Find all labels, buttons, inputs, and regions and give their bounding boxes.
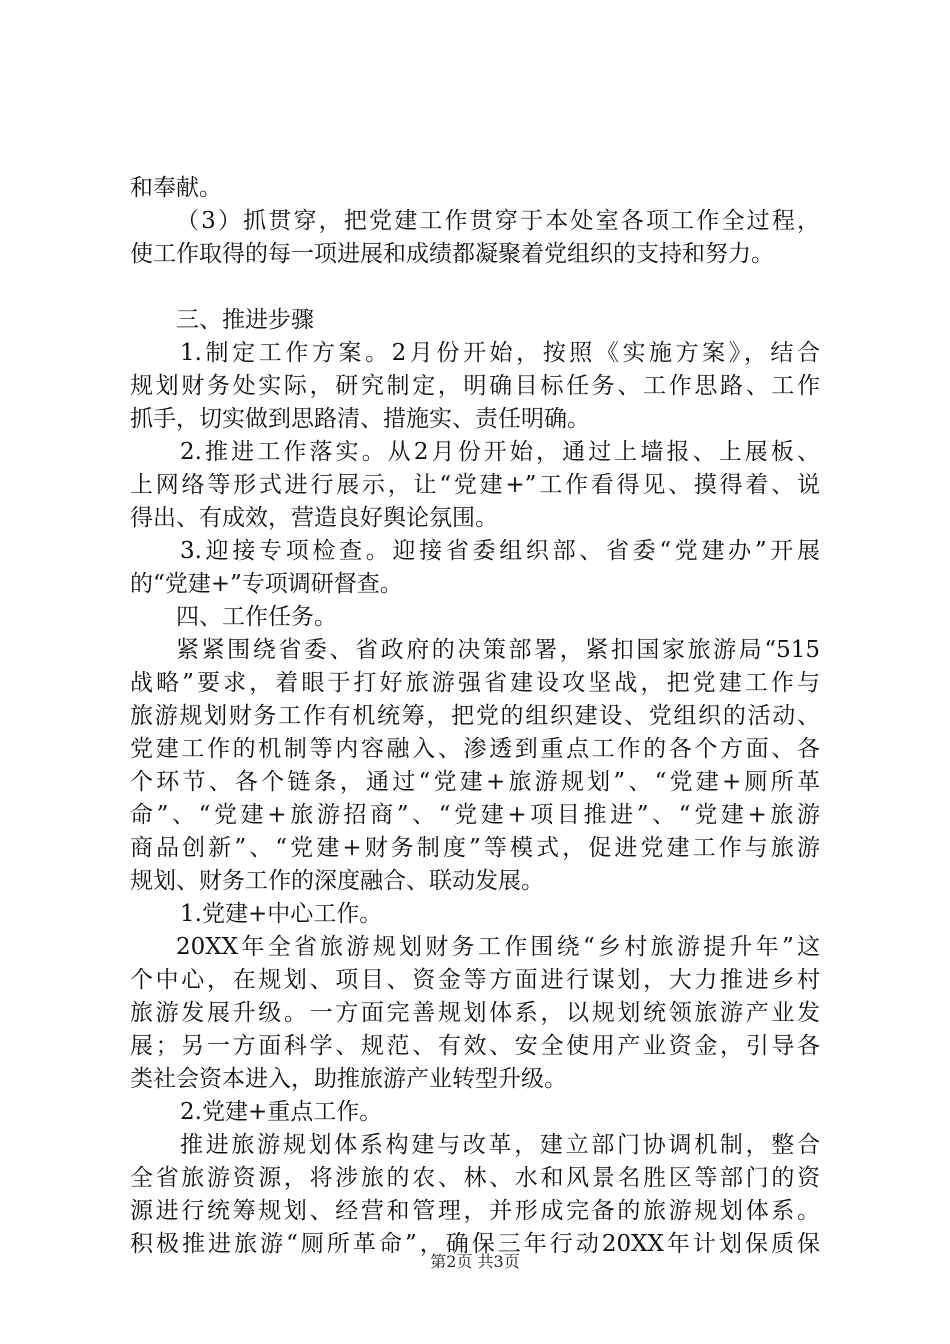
section-heading: 四、工作任务。 [176,604,337,630]
subsection-heading: 1.党建+中心工作。 [180,901,383,927]
page-footer: 第2页 共3页 [430,1252,520,1271]
text-line: 个中心，在规划、项目、资金等方面进行谋划，大力推进乡村 [130,967,820,993]
text-line: 使工作取得的每一项进展和成绩都凝聚着党组织的支持和努力。 [130,241,774,267]
text-line: 展；另一方面科学、规范、有效、安全使用产业资金，引导各 [130,1033,820,1059]
text-line: 紧紧围绕省委、省政府的决策部署，紧扣国家旅游局“515 [176,637,820,663]
text-line: 3.迎接专项检查。迎接省委组织部、省委“党建办”开展 [180,538,820,564]
text-line: 党建工作的机制等内容融入、渗透到重点工作的各个方面、各 [130,736,820,762]
paragraph-gap [130,271,820,304]
text-line: 命”、“党建+旅游招商”、“党建+项目推进”、“党建+旅游 [130,802,820,828]
text-line: 的“党建+”专项调研督查。 [130,571,403,597]
text-line: 类社会资本进入，助推旅游产业转型升级。 [130,1066,567,1092]
document-body [130,172,820,1261]
text-line: 积极推进旅游“厕所革命”，确保三年行动20XX年计划保质保 [130,1231,820,1257]
text-line: 规划、财务工作的深度融合、联动发展。 [130,868,544,894]
text-line: 源进行统筹规划、经营和管理，并形成完备的旅游规划体系。 [130,1198,820,1224]
text-line: （3）抓贯穿，把党建工作贯穿于本处室各项工作全过程， [176,208,820,234]
text-line: 上网络等形式进行展示，让“党建+”工作看得见、摸得着、说 [130,472,820,498]
text-line: 2.推进工作落实。从2月份开始，通过上墙报、上展板、 [180,439,820,465]
text-line: 抓手，切实做到思路清、措施实、责任明确。 [130,406,590,432]
section-heading: 三、推进步骤 [176,307,314,333]
subsection-heading: 2.党建+重点工作。 [180,1099,383,1125]
text-line: 个环节、各个链条，通过“党建+旅游规划”、“党建+厕所革 [130,769,820,795]
text-line: 全省旅游资源，将涉旅的农、林、水和风景名胜区等部门的资 [130,1165,820,1191]
text-line: 商品创新”、“党建+财务制度”等模式，促进党建工作与旅游 [130,835,820,861]
text-line: 和奉献。 [130,175,222,201]
text-line: 20XX年全省旅游规划财务工作围绕“乡村旅游提升年”这 [176,934,820,960]
text-line: 推进旅游规划体系构建与改革，建立部门协调机制，整合 [180,1132,820,1158]
text-line: 旅游发展升级。一方面完善规划体系，以规划统领旅游产业发 [130,1000,820,1026]
text-line: 规划财务处实际，研究制定，明确目标任务、工作思路、工作 [130,373,820,399]
text-line: 得出、有成效，营造良好舆论氛围。 [130,505,498,531]
text-line: 战略”要求，着眼于打好旅游强省建设攻坚战，把党建工作与 [130,670,820,696]
text-line: 1.制定工作方案。2月份开始，按照《实施方案》，结合 [180,340,820,366]
text-line: 旅游规划财务工作有机统筹，把党的组织建设、党组织的活动、 [130,703,820,729]
